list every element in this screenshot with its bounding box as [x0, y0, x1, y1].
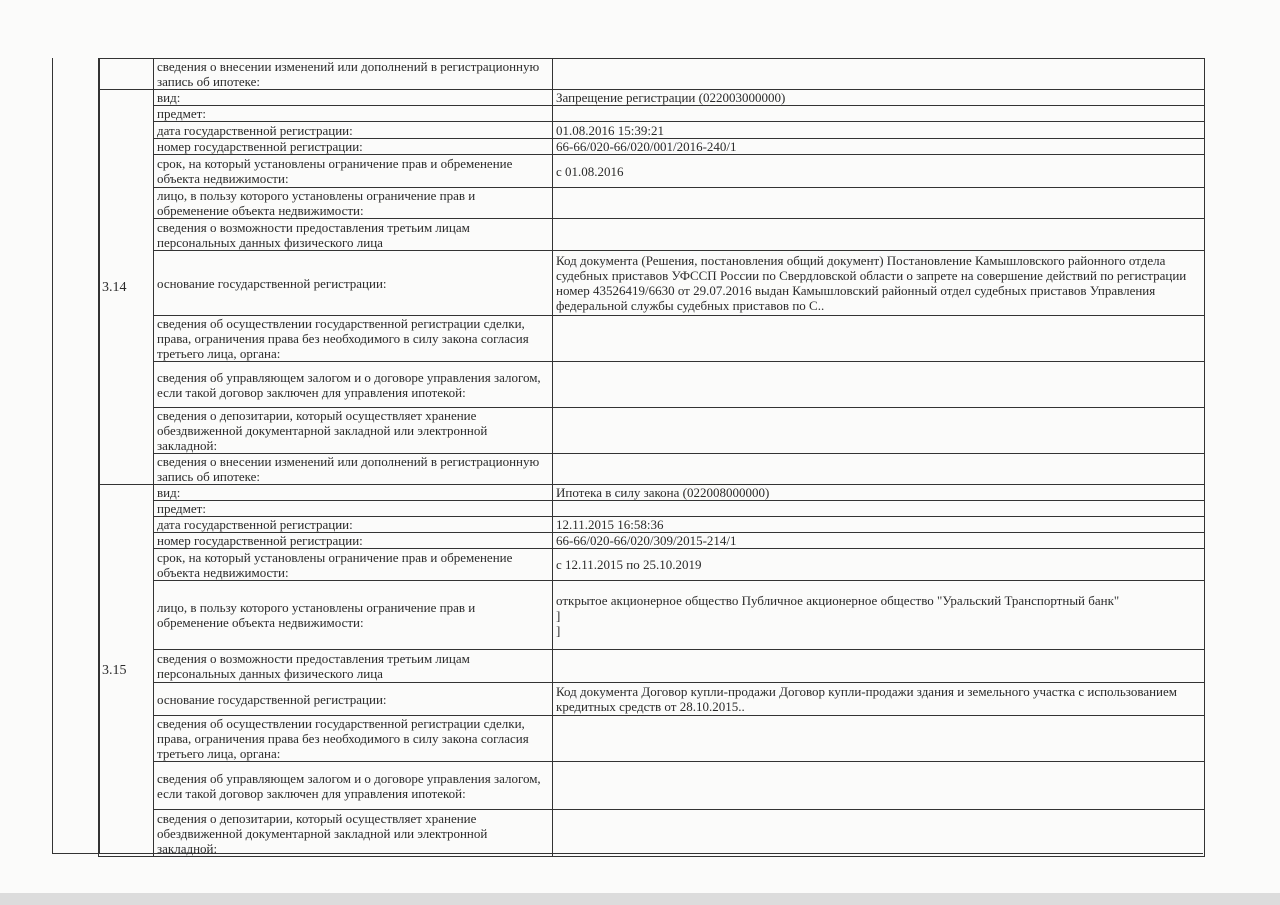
table-row [99, 155, 1205, 188]
row-value: 66-66/020-66/020/001/2016-240/1 [553, 139, 1205, 155]
row-value [553, 219, 1205, 251]
table-row [99, 517, 1205, 533]
row-value [553, 59, 1205, 90]
table-row [99, 650, 1205, 683]
row-label: предмет: [154, 106, 553, 122]
row-label: срок, на который установлены ограничение прав и обременение объекта недвижимости: [154, 549, 553, 581]
table-row [99, 549, 1205, 581]
table-row [99, 316, 1205, 362]
row-label: сведения об осуществлении государственной регистрации сделки, права, ограничения права без необходимого в силу закона согласия третьего лица, органа: [154, 316, 553, 362]
row-value: с 12.11.2015 по 25.10.2019 [553, 549, 1205, 581]
row-value: открытое акционерное общество Публичное акционерное общество "Уральский Транспортный банк" ] ] [553, 581, 1205, 650]
row-label: номер государственной регистрации: [154, 533, 553, 549]
table-row [99, 454, 1205, 485]
row-value [553, 650, 1205, 683]
table-row [99, 533, 1205, 549]
table-row [99, 683, 1205, 716]
row-value: Ипотека в силу закона (022008000000) [553, 485, 1205, 501]
row-label: сведения о возможности предоставления третьим лицам персональных данных физического лица [154, 219, 553, 251]
table-bottom-border [52, 853, 1203, 854]
row-label: сведения об управляющем залогом и о договоре управления залогом, если такой договор заключен для управления ипотекой: [154, 762, 553, 810]
row-label: вид: [154, 485, 553, 501]
row-value [553, 716, 1205, 762]
row-label: лицо, в пользу которого установлены ограничение прав и обременение объекта недвижимости: [154, 188, 553, 219]
table-row [99, 762, 1205, 810]
row-label: сведения о депозитарии, который осуществляет хранение обездвиженной документарной закладной или электронной закладной: [154, 408, 553, 454]
row-value [553, 454, 1205, 485]
encumbrance-table [98, 58, 1205, 857]
table-row [99, 362, 1205, 408]
row-value [553, 408, 1205, 454]
table-row [99, 251, 1205, 316]
row-label: основание государственной регистрации: [154, 683, 553, 716]
row-label: предмет: [154, 501, 553, 517]
table-row [99, 485, 1205, 501]
row-label: сведения о внесении изменений или дополнений в регистрационную запись об ипотеке: [154, 59, 553, 90]
row-value: Код документа Договор купли-продажи Договор купли-продажи здания и земельного участка с использованием кредитных средств от 28.10.2015.. [553, 683, 1205, 716]
row-value [553, 362, 1205, 408]
row-label: сведения об управляющем залогом и о договоре управления залогом, если такой договор заключен для управления ипотекой: [154, 362, 553, 408]
table-row [99, 90, 1205, 106]
row-value: 66-66/020-66/020/309/2015-214/1 [553, 533, 1205, 549]
row-value [553, 106, 1205, 122]
row-value: с 01.08.2016 [553, 155, 1205, 188]
row-value [553, 762, 1205, 810]
table-row [99, 810, 1205, 857]
row-label: дата государственной регистрации: [154, 517, 553, 533]
table-row [99, 122, 1205, 139]
table-row [99, 106, 1205, 122]
row-label: номер государственной регистрации: [154, 139, 553, 155]
section-number: 3.14 [99, 90, 154, 485]
row-value: Код документа (Решения, постановления общий документ) Постановление Камышловского районного отдела судебных приставов УФССП России по Свердловской области о запрете на совершение действий по регистрации номер 43526419/6630 от 29.07.2016 выдан Камышловский районный отдел судебных приставов Управления федеральной службы судебных приставов по С.. [553, 251, 1205, 316]
row-value: 01.08.2016 15:39:21 [553, 122, 1205, 139]
table-row [99, 219, 1205, 251]
row-label: сведения о депозитарии, который осуществляет хранение обездвиженной документарной закладной или электронной закладной: [154, 810, 553, 857]
row-number-cell [99, 59, 154, 90]
outer-margin-column [52, 58, 100, 853]
table-row [99, 188, 1205, 219]
row-value: Запрещение регистрации (022003000000) [553, 90, 1205, 106]
row-value: 12.11.2015 16:58:36 [553, 517, 1205, 533]
table-row [99, 408, 1205, 454]
table-row [99, 59, 1205, 90]
row-value [553, 810, 1205, 857]
row-value [553, 188, 1205, 219]
row-value [553, 316, 1205, 362]
section-number: 3.15 [99, 485, 154, 857]
table-row [99, 139, 1205, 155]
table-row [99, 716, 1205, 762]
row-label: сведения об осуществлении государственной регистрации сделки, права, ограничения права без необходимого в силу закона согласия третьего лица, органа: [154, 716, 553, 762]
table-row [99, 581, 1205, 650]
row-label: сведения о внесении изменений или дополнений в регистрационную запись об ипотеке: [154, 454, 553, 485]
scan-edge [0, 893, 1280, 905]
row-value [553, 501, 1205, 517]
row-label: дата государственной регистрации: [154, 122, 553, 139]
row-label: вид: [154, 90, 553, 106]
row-label: сведения о возможности предоставления третьим лицам персональных данных физического лица [154, 650, 553, 683]
table-row [99, 501, 1205, 517]
row-label: срок, на который установлены ограничение прав и обременение объекта недвижимости: [154, 155, 553, 188]
row-label: основание государственной регистрации: [154, 251, 553, 316]
row-label: лицо, в пользу которого установлены ограничение прав и обременение объекта недвижимости: [154, 581, 553, 650]
